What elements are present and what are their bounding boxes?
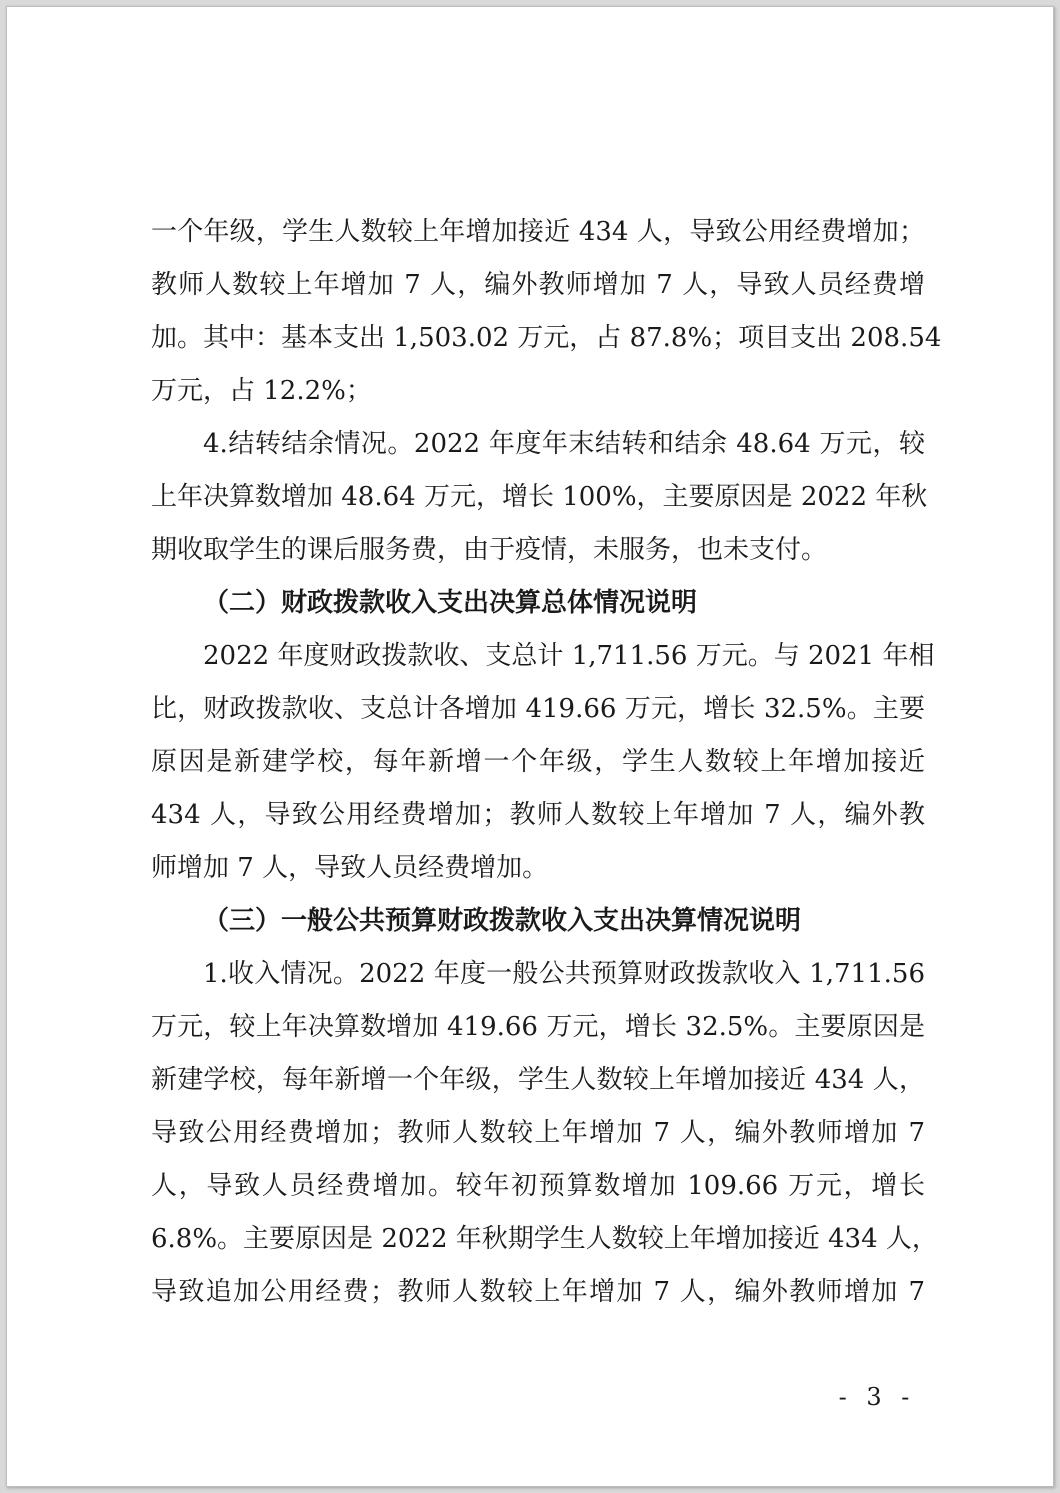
body-line-16: 万元，较上年决算数增加 419.66 万元，增长 32.5%。主要原因是: [151, 1012, 925, 1042]
body-line-13: 师增加 7 人，导致人员经费增加。: [151, 853, 549, 883]
body-line-21: 导致追加公用经费；教师人数较上年增加 7 人，编外教师增加 7: [151, 1277, 925, 1307]
body-line-18: 导致公用经费增加；教师人数较上年增加 7 人，编外教师增加 7: [151, 1118, 925, 1148]
body-line-6: 上年决算数增加 48.64 万元，增长 100%，主要原因是 2022 年秋: [151, 482, 928, 512]
body-line-4: 万元，占 12.2%；: [151, 376, 372, 406]
body-line-2: 教师人数较上年增加 7 人，编外教师增加 7 人，导致人员经费增: [151, 270, 925, 300]
body-line-19: 人，导致人员经费增加。较年初预算数增加 109.66 万元，增长: [151, 1171, 925, 1201]
body-line-15: 1.收入情况。2022 年度一般公共预算财政拨款收入 1,711.56: [203, 959, 925, 989]
body-line-3: 加。其中：基本支出 1,503.02 万元，占 87.8%；项目支出 208.54: [151, 323, 942, 353]
body-line-20: 6.8%。主要原因是 2022 年秋期学生人数较上年增加接近 434 人，: [151, 1224, 938, 1254]
body-line-17: 新建学校，每年新增一个年级，学生人数较上年增加接近 434 人，: [151, 1065, 925, 1095]
body-line-1: 一个年级，学生人数较上年增加接近 434 人，导致公用经费增加；: [151, 217, 925, 247]
section-heading-2: （二）财政拨款收入支出决算总体情况说明: [203, 588, 698, 618]
page-number: - 3 -: [838, 1383, 916, 1411]
body-line-10: 比，财政拨款收、支总计各增加 419.66 万元，增长 32.5%。主要: [151, 694, 925, 724]
body-line-11: 原因是新建学校，每年新增一个年级，学生人数较上年增加接近: [151, 747, 925, 777]
body-line-7: 期收取学生的课后服务费，由于疫情，未服务，也未支付。: [151, 535, 828, 565]
body-line-5: 4.结转结余情况。2022 年度年末结转和结余 48.64 万元，较: [203, 429, 925, 459]
document-page: [6, 6, 1054, 1487]
body-line-12: 434 人，导致公用经费增加；教师人数较上年增加 7 人，编外教: [151, 800, 925, 830]
section-heading-3: （三）一般公共预算财政拨款收入支出决算情况说明: [203, 906, 802, 936]
body-line-9: 2022 年度财政拨款收、支总计 1,711.56 万元。与 2021 年相: [203, 641, 935, 671]
